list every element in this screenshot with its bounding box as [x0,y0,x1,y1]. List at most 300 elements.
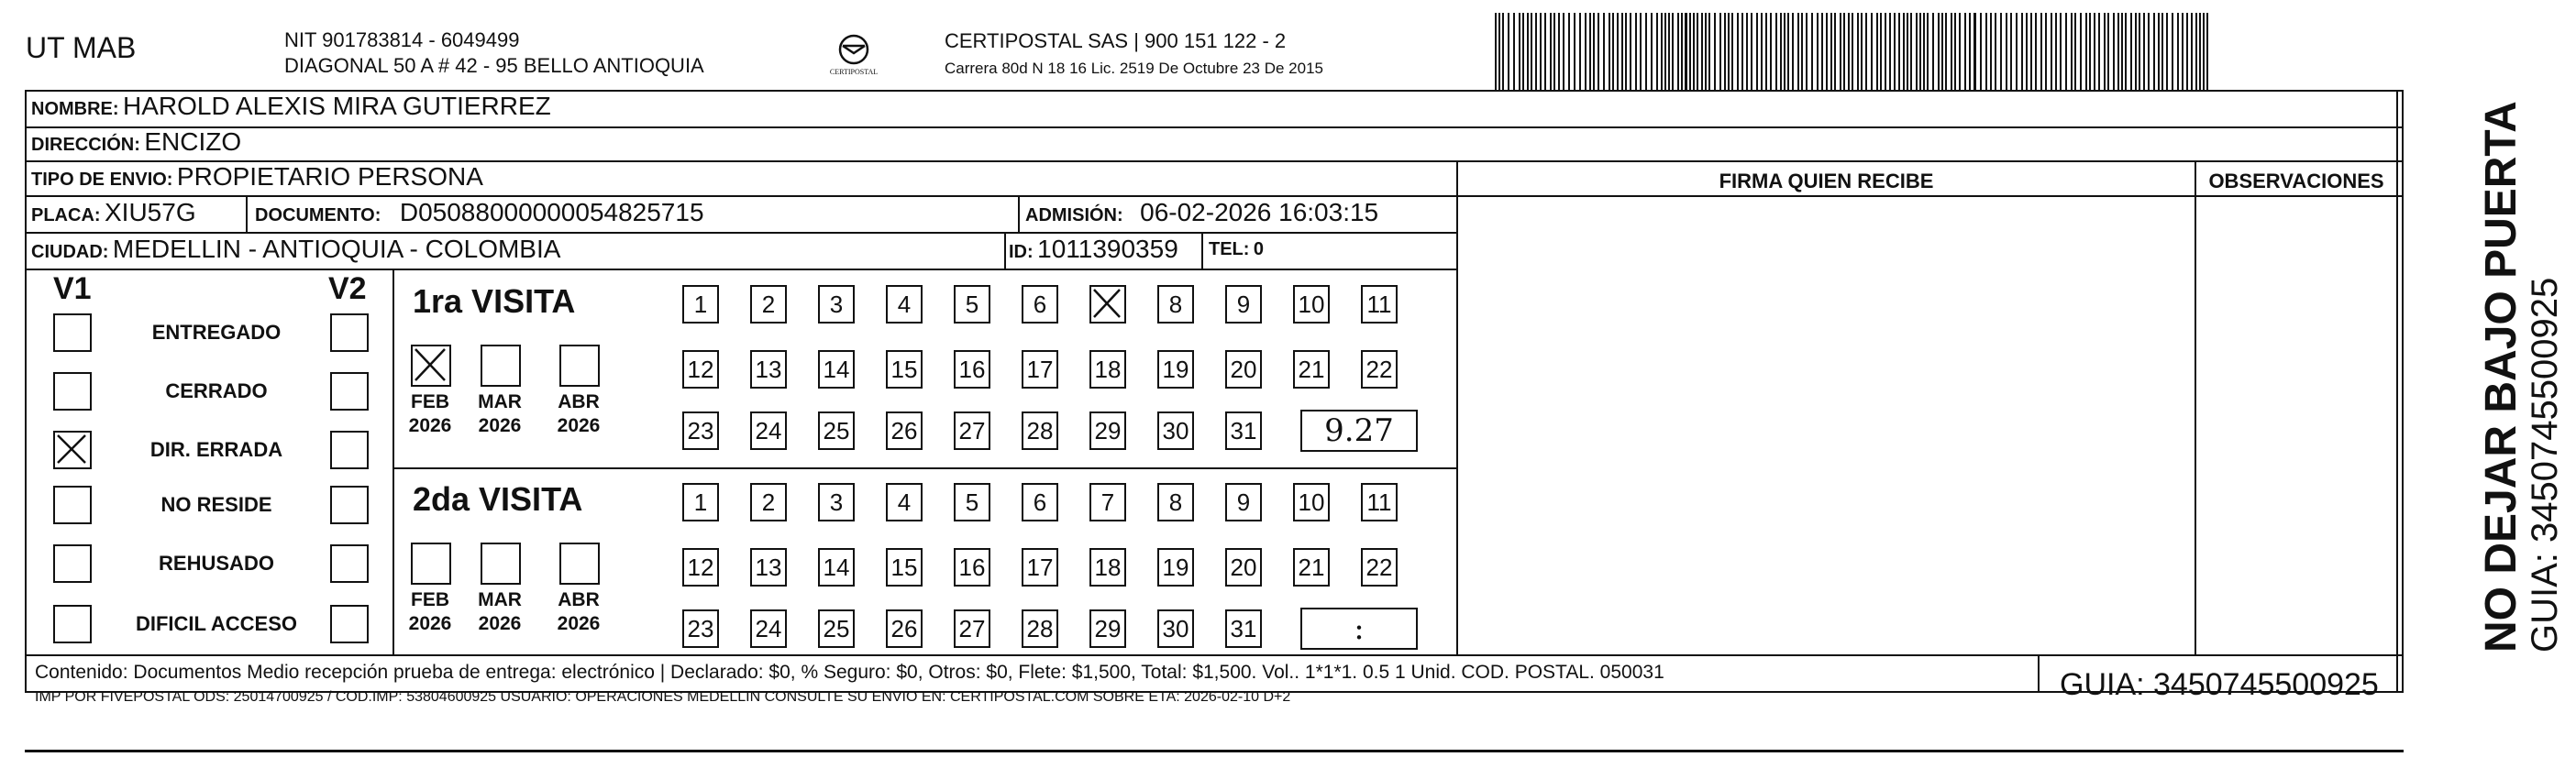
barcode-bar [1714,13,1716,90]
barcode-bar [1932,13,1934,90]
barcode-bar [2094,13,2095,90]
barcode-bar [1728,13,1730,90]
barcode-bar [1951,13,1952,90]
barcode-bar [1668,13,1670,90]
month-name: MAR [478,391,522,412]
tel-value: 0 [1253,239,1265,259]
barcode-bar [1522,13,1524,90]
barcode-bar [2006,13,2007,90]
barcode-bar [1770,13,1772,90]
barcode-bar [1876,13,1878,90]
barcode-bar [1784,13,1786,90]
do-not-leave-notice: NO DEJAR BAJO PUERTA [2477,101,2526,653]
barcode-bar [1780,13,1782,90]
status-label: DIFICIL ACCESO [135,612,297,635]
day-box[interactable]: 25 [818,411,855,450]
barcode-bar [1848,13,1850,90]
barcode-bar [1635,13,1637,90]
month-name: ABR [558,589,600,610]
day-box[interactable]: 13 [750,350,787,389]
day-box[interactable]: 23 [682,609,719,648]
barcode-bar [1969,13,1971,90]
day-box[interactable]: 10 [1293,483,1330,521]
day-box[interactable]: 11 [1361,483,1398,521]
address-row [31,127,241,157]
day-box[interactable]: 19 [1157,548,1194,587]
v2-header: V2 [328,271,367,306]
barcode-bar [1954,13,1956,90]
day-box[interactable]: 30 [1157,411,1194,450]
x-mark-icon [413,346,449,385]
plate-value: XIU57G [105,198,196,226]
observations-header: OBSERVACIONES [2208,170,2384,192]
day-box[interactable]: 24 [750,411,787,450]
plate-label: PLACA: [31,205,101,225]
barcode-bar [2148,13,2150,90]
day-box[interactable]: 16 [954,548,990,587]
barcode-bar [2182,13,2184,90]
barcode-bar [2016,13,2018,90]
document-field [255,198,704,227]
barcode-bar [1685,13,1687,90]
day-box[interactable]: 17 [1022,350,1058,389]
status-label: DIR. ERRADA [149,438,283,461]
carrier-logo [813,31,895,86]
barcode-bar [2040,13,2042,90]
barcode-bar [1826,13,1828,90]
visit-title: 1ra VISITA [413,282,576,320]
barcode-bar [2045,13,2047,90]
barcode-bar [1871,13,1873,90]
barcode-bar [1941,13,1943,90]
month-year: 2026 [557,613,601,634]
barcode-bar [1843,13,1845,90]
day-box[interactable]: 21 [1293,350,1330,389]
barcode-bar [1495,13,1497,90]
month-checkbox[interactable] [481,543,521,585]
day-box[interactable]: 14 [818,350,855,389]
barcode-bar [2199,13,2201,90]
admission-value: 06-02-2026 16:03:15 [1140,198,1379,226]
day-box[interactable]: 5 [954,285,990,324]
barcode-bar [1916,13,1918,90]
day-box[interactable]: 29 [1089,609,1126,648]
day-box[interactable]: 4 [886,483,923,521]
v1-checkbox[interactable] [53,605,92,643]
v2-checkbox[interactable] [330,605,369,643]
day-box[interactable]: 25 [818,609,855,648]
print-info: IMP POR FIVEPOSTAL ODS: 25014700925 / COD.IMP: 53804600925 USUARIO: OPERACIONES MEDELLIN CONSULTE SU ENVIO EN: CERTIPOSTAL.COM SOBRE ETA: 2026-02-10 D+2 [35,689,1291,705]
side-guia: GUIA: 3450745500925 [2525,277,2565,653]
day-box[interactable]: 26 [886,411,923,450]
barcode-bar [2153,13,2155,90]
v1-checkbox[interactable] [53,313,92,352]
barcode-bar [2098,13,2100,90]
barcode-bar [1550,13,1552,90]
city-label: CIUDAD: [31,242,109,262]
barcode-bar [1737,13,1739,90]
company-address: DIAGONAL 50 A # 42 - 95 BELLO ANTIOQUIA [284,54,704,77]
month-label [402,588,459,636]
day-box[interactable]: 12 [682,548,719,587]
logo-text: CERTIPOSTAL [829,68,879,76]
day-box[interactable]: 8 [1157,285,1194,324]
barcode-bar [1980,13,1982,90]
barcode-bar [2117,13,2119,90]
month-checkbox[interactable] [411,543,451,585]
city-field [31,235,560,264]
barcode-bar [2051,13,2052,90]
tel-field [1209,239,1264,260]
barcode-bar [2113,13,2115,90]
barcode-bar [2055,13,2057,90]
day-box[interactable]: 20 [1225,350,1262,389]
v1-header: V1 [53,271,92,306]
side-notice [2476,101,2566,653]
barcode-bar [1656,13,1658,90]
barcode-bar [1498,13,1500,90]
barcode-bar [1880,13,1882,90]
visit-title: 2da VISITA [413,480,583,518]
barcode-bar [1840,13,1841,90]
month-year: 2026 [408,613,452,634]
barcode-bar [1919,13,1921,90]
barcode-bar [1568,13,1570,90]
barcode-bar [1697,13,1698,90]
day-box[interactable]: 7 [1089,483,1126,521]
day-box[interactable]: 6 [1022,483,1058,521]
cut-line [25,750,2404,752]
barcode-bar [1741,13,1743,90]
barcode-bar [1705,13,1707,90]
v2-checkbox[interactable] [330,486,369,524]
day-box[interactable]: 11 [1361,285,1398,324]
barcode-bar [2158,13,2160,90]
day-box[interactable]: 31 [1225,609,1262,648]
barcode-bar [1621,13,1623,90]
month-checkbox[interactable] [559,543,600,585]
day-box[interactable]: 29 [1089,411,1126,450]
month-label [550,390,607,438]
barcode-bar [1910,13,1912,90]
barcode-bar [2107,13,2109,90]
barcode-bar [1645,13,1647,90]
barcode-bar [1527,13,1529,90]
id-value: 1011390359 [1037,235,1178,263]
day-box[interactable]: 12 [682,350,719,389]
barcode-bar [1806,13,1808,90]
barcode-bar [1801,13,1803,90]
barcode-bar [2166,13,2168,90]
month-name: FEB [411,391,449,412]
barcode-bar [1519,13,1520,90]
month-checkbox[interactable] [411,345,451,387]
name-label: NOMBRE: [31,99,119,119]
barcode-bar [1661,13,1663,90]
barcode-bar [1664,13,1666,90]
recipient-address: ENCIZO [144,127,242,156]
shipment-type: PROPIETARIO PERSONA [176,162,483,191]
barcode-bar [2021,13,2023,90]
company-name: UT MAB [26,31,137,64]
month-checkbox[interactable] [559,345,600,387]
barcode-bar [1579,13,1581,90]
admission-field [1025,198,1378,227]
day-box[interactable]: 4 [886,285,923,324]
month-label [402,390,459,438]
v1-checkbox[interactable] [53,544,92,583]
barcode [1495,13,2219,90]
month-year: 2026 [557,415,601,436]
day-box[interactable] [1089,285,1126,324]
x-mark-icon [55,433,90,467]
barcode-bar [1708,13,1710,90]
barcode-bar [1603,13,1605,90]
barcode-bar [1830,13,1832,90]
day-box[interactable]: 18 [1089,350,1126,389]
day-box[interactable]: 22 [1361,350,1398,389]
day-box[interactable]: 3 [818,483,855,521]
barcode-bar [2161,13,2163,90]
barcode-bar [1630,13,1631,90]
month-checkbox[interactable] [481,345,521,387]
barcode-bar [1574,13,1575,90]
barcode-bar [1535,13,1537,90]
barcode-bar [1724,13,1726,90]
v1-checkbox[interactable] [53,372,92,411]
barcode-bar [1927,13,1929,90]
v2-checkbox[interactable] [330,544,369,583]
month-label [471,390,528,438]
barcode-bar [1563,13,1564,90]
address-label: DIRECCIÓN: [31,135,140,155]
day-box[interactable]: 6 [1022,285,1058,324]
barcode-bar [1787,13,1789,90]
barcode-bar [1719,13,1721,90]
day-box[interactable]: 16 [954,350,990,389]
barcode-bar [1672,13,1674,90]
barcode-bar [2080,13,2082,90]
barcode-bar [1651,13,1653,90]
day-box[interactable]: 14 [818,548,855,587]
barcode-bar [1677,13,1679,90]
barcode-bar [1775,13,1777,90]
barcode-bar [1609,13,1610,90]
company-info [284,27,704,79]
v2-checkbox[interactable] [330,431,369,469]
barcode-bar [1593,13,1595,90]
barcode-bar [1985,13,1987,90]
v1-checkbox[interactable] [53,486,92,524]
barcode-bar [2071,13,2073,90]
document-value: D05088000000054825715 [399,198,704,226]
admission-label: ADMISIÓN: [1025,205,1123,225]
carrier-address: Carrera 80d N 18 16 Lic. 2519 De Octubre 23 De 2015 [945,60,1323,77]
barcode-bar [1995,13,1996,90]
day-box[interactable]: 28 [1022,609,1058,648]
day-box[interactable]: 17 [1022,548,1058,587]
day-box[interactable]: 1 [682,483,719,521]
day-box[interactable]: 27 [954,609,990,648]
x-mark-icon [1091,287,1124,322]
barcode-bar [2060,13,2062,90]
status-label: ENTREGADO [151,321,282,344]
barcode-bar [2143,13,2145,90]
barcode-bar [2089,13,2091,90]
carrier-name: CERTIPOSTAL SAS | 900 151 122 - 2 [945,29,1287,52]
day-box[interactable]: 24 [750,609,787,648]
day-box[interactable]: 30 [1157,609,1194,648]
barcode-bar [2010,13,2012,90]
day-box[interactable]: 28 [1022,411,1058,450]
barcode-bar [1640,13,1642,90]
barcode-bar [2135,13,2137,90]
barcode-bar [1617,13,1619,90]
month-label [550,588,607,636]
day-box[interactable]: 19 [1157,350,1194,389]
status-label: NO RESIDE [160,493,272,516]
month-year: 2026 [478,415,522,436]
barcode-bar [1945,13,1947,90]
barcode-bar [1731,13,1733,90]
content-summary: Contenido: Documentos Medio recepción prueba de entrega: electrónico | Declarado: $0, % Seguro: $0, Otros: $0, Flete: $1,500, Total: $1,500. Vol.. 1*1*1. 0.5 1 Unid. COD. POSTAL. 050031 [35,662,1664,683]
barcode-bar [2121,13,2123,90]
day-box[interactable]: 9 [1225,285,1262,324]
barcode-bar [2130,13,2132,90]
time-field[interactable]: 9.27 [1300,410,1418,452]
barcode-bar [1903,13,1905,90]
barcode-bar [1907,13,1908,90]
day-box[interactable]: 10 [1293,285,1330,324]
barcode-bar [1821,13,1823,90]
time-field[interactable]: : [1300,608,1418,650]
day-box[interactable]: 5 [954,483,990,521]
barcode-bar [1898,13,1900,90]
day-box[interactable]: 21 [1293,548,1330,587]
barcode-bar [1689,13,1691,90]
barcode-bar [1585,13,1587,90]
barcode-bar [1861,13,1863,90]
barcode-bar [2172,13,2173,90]
barcode-bar [1701,13,1703,90]
barcode-bar [1625,13,1627,90]
plate-field [31,198,196,227]
barcode-bar [1792,13,1794,90]
barcode-bar [2186,13,2188,90]
barcode-bar [1693,13,1695,90]
barcode-bar [1761,13,1763,90]
day-box[interactable]: 13 [750,548,787,587]
barcode-bar [1589,13,1591,90]
barcode-bar [1598,13,1599,90]
barcode-bar [2125,13,2127,90]
barcode-bar [2085,13,2087,90]
document-label: DOCUMENTO: [255,205,381,225]
month-label [471,588,528,636]
barcode-bar [1797,13,1799,90]
day-box[interactable]: 26 [886,609,923,648]
barcode-bar [1852,13,1853,90]
barcode-bar [1765,13,1767,90]
envelope-icon [813,31,895,68]
barcode-bar [2191,13,2193,90]
barcode-bar [1811,13,1813,90]
name-row [31,92,551,121]
guia-number: GUIA: 3450745500925 [2060,667,2379,702]
barcode-bar [1834,13,1836,90]
day-box[interactable]: 18 [1089,548,1126,587]
month-name: FEB [411,589,449,610]
barcode-bar [1751,13,1752,90]
day-box[interactable]: 2 [750,285,787,324]
barcode-bar [1865,13,1867,90]
barcode-bar [1531,13,1532,90]
shipment-type-label: TIPO DE ENVIO: [31,170,173,190]
signature-header: FIRMA QUIEN RECIBE [1719,170,1934,192]
barcode-bar [2206,13,2208,90]
month-year: 2026 [408,415,452,436]
recipient-name: HAROLD ALEXIS MIRA GUTIERREZ [123,92,551,120]
city-value: MEDELLIN - ANTIOQUIA - COLOMBIA [112,235,561,263]
barcode-bar [1857,13,1859,90]
barcode-bar [2026,13,2028,90]
barcode-bar [1513,13,1515,90]
barcode-bar [1502,13,1504,90]
day-box[interactable]: 9 [1225,483,1262,521]
day-box[interactable]: 1 [682,285,719,324]
barcode-bar [2000,13,2002,90]
barcode-bar [1746,13,1748,90]
day-box[interactable]: 31 [1225,411,1262,450]
month-year: 2026 [478,613,522,634]
barcode-bar [1959,13,1961,90]
barcode-bar [2203,13,2205,90]
barcode-bar [1681,13,1683,90]
v2-checkbox[interactable] [330,372,369,411]
tel-label: TEL: [1209,239,1250,259]
status-label: CERRADO [165,379,268,402]
barcode-bar [2065,13,2067,90]
id-label: ID: [1009,242,1034,262]
barcode-bar [1923,13,1925,90]
barcode-bar [1894,13,1896,90]
barcode-bar [1508,13,1509,90]
barcode-bar [2030,13,2032,90]
day-box[interactable]: 22 [1361,548,1398,587]
day-box[interactable]: 2 [750,483,787,521]
day-box[interactable]: 23 [682,411,719,450]
barcode-bar [1612,13,1614,90]
barcode-bar [1885,13,1886,90]
barcode-bar [1990,13,1992,90]
day-box[interactable]: 8 [1157,483,1194,521]
barcode-bar [1938,13,1940,90]
barcode-bar [1817,13,1819,90]
carrier-info [945,27,1323,82]
barcode-bar [2074,13,2076,90]
day-box[interactable]: 20 [1225,548,1262,587]
v1-checkbox[interactable] [53,431,92,469]
day-box[interactable]: 15 [886,350,923,389]
day-box[interactable]: 27 [954,411,990,450]
barcode-bar [1889,13,1891,90]
v2-checkbox[interactable] [330,313,369,352]
barcode-bar [1540,13,1542,90]
day-box[interactable]: 15 [886,548,923,587]
barcode-bar [1756,13,1758,90]
barcode-bar [1973,13,1976,90]
day-box[interactable]: 3 [818,285,855,324]
